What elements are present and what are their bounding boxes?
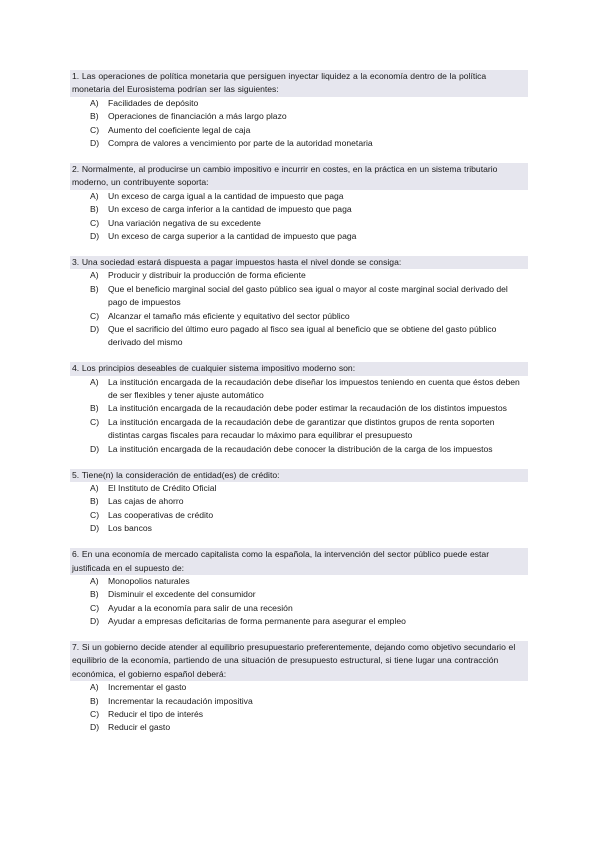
question-7 xyxy=(70,641,528,735)
option-d xyxy=(70,615,528,628)
option-text: Incrementar el gasto xyxy=(108,682,187,693)
option-text: Que el beneficio marginal social del gasto público sea igual o mayor al coste marginal social derivado del pago de impuestos xyxy=(108,283,508,308)
option-text: Reducir el tipo de interés xyxy=(108,709,204,720)
option-list xyxy=(70,97,528,151)
question-stem: 3. Una sociedad estará dispuesta a pagar impuestos hasta el nivel donde se consiga: xyxy=(70,256,528,269)
question-2 xyxy=(70,163,528,243)
option-text: Monopolios naturales xyxy=(108,575,190,586)
option-letter: A) xyxy=(90,376,99,387)
question-stem: 5. Tiene(n) la consideración de entidad(es) de crédito: xyxy=(70,469,528,482)
option-c xyxy=(70,124,528,137)
option-b xyxy=(70,402,528,415)
option-letter: D) xyxy=(90,443,100,454)
option-a xyxy=(70,482,528,495)
option-letter: C) xyxy=(90,124,100,135)
option-letter: A) xyxy=(90,190,99,201)
option-text: La institución encargada de la recaudación debe diseñar los impuestos teniendo en cuenta que éstos deben de ser flexibles y tener ajuste automático xyxy=(108,376,520,401)
option-text: Que el sacrificio del último euro pagado al fisco sea igual al beneficio que se obtiene del gasto público derivado del mismo xyxy=(108,323,497,348)
option-d xyxy=(70,137,528,150)
option-b xyxy=(70,283,528,310)
option-c xyxy=(70,310,528,323)
option-b xyxy=(70,110,528,123)
option-d xyxy=(70,323,528,350)
option-b xyxy=(70,588,528,601)
option-a xyxy=(70,190,528,203)
option-c xyxy=(70,416,528,443)
option-text: Ayudar a la economía para salir de una recesión xyxy=(108,602,293,613)
option-b xyxy=(70,695,528,708)
option-letter: D) xyxy=(90,523,100,534)
option-letter: A) xyxy=(90,270,99,281)
option-list xyxy=(70,482,528,536)
option-letter: D) xyxy=(90,230,100,241)
option-letter: B) xyxy=(90,496,99,507)
option-text: Las cajas de ahorro xyxy=(108,496,184,507)
option-text: El Instituto de Crédito Oficial xyxy=(108,482,217,493)
question-stem: 7. Si un gobierno decide atender al equilibrio presupuestario preferentemente, dejando como objetivo secundario el equilibrio de la economía, partiendo de una situación de presupuesto estructural, si tiene lugar una contracción económica, el gobierno español deberá: xyxy=(70,641,528,681)
option-text: Un exceso de carga igual a la cantidad de impuesto que paga xyxy=(108,190,344,201)
option-text: La institución encargada de la recaudación debe conocer la distribución de la carga de los impuestos xyxy=(108,443,493,454)
option-letter: B) xyxy=(90,283,99,294)
option-d xyxy=(70,721,528,734)
option-a xyxy=(70,269,528,282)
option-text: Un exceso de carga superior a la cantidad de impuesto que paga xyxy=(108,230,357,241)
question-5 xyxy=(70,469,528,536)
exam-page xyxy=(70,70,528,747)
option-text: Ayudar a empresas deficitarias de forma permanente para asegurar el empleo xyxy=(108,616,406,627)
option-text: Las cooperativas de crédito xyxy=(108,509,214,520)
option-text: Facilidades de depósito xyxy=(108,97,199,108)
option-letter: C) xyxy=(90,709,100,720)
option-text: Reducir el gasto xyxy=(108,722,171,733)
question-3 xyxy=(70,256,528,350)
option-text: Un exceso de carga inferior a la cantidad de impuesto que paga xyxy=(108,204,352,215)
question-stem: 4. Los principios deseables de cualquier sistema impositivo moderno son: xyxy=(70,362,528,375)
option-a xyxy=(70,681,528,694)
option-letter: B) xyxy=(90,204,99,215)
option-letter: B) xyxy=(90,695,99,706)
option-text: Aumento del coeficiente legal de caja xyxy=(108,124,251,135)
option-letter: D) xyxy=(90,323,100,334)
option-text: La institución encargada de la recaudación debe poder estimar la recaudación de los distintos impuestos xyxy=(108,403,507,414)
option-text: Incrementar la recaudación impositiva xyxy=(108,695,253,706)
question-6 xyxy=(70,548,528,628)
option-d xyxy=(70,230,528,243)
option-c xyxy=(70,217,528,230)
option-a xyxy=(70,97,528,110)
option-d xyxy=(70,443,528,456)
question-4 xyxy=(70,362,528,456)
option-list xyxy=(70,376,528,456)
option-letter: C) xyxy=(90,509,100,520)
question-stem: 2. Normalmente, al producirse un cambio impositivo e incurrir en costes, en la práctica en un sistema tributario moderno, un contribuyente soporta: xyxy=(70,163,528,190)
option-list xyxy=(70,681,528,735)
option-c xyxy=(70,602,528,615)
option-text: La institución encargada de la recaudación debe de garantizar que distintos grupos de renta soporten distintas cargas fiscales para recaudar lo máximo para equilibrar el presupuesto xyxy=(108,416,495,441)
option-a xyxy=(70,376,528,403)
option-letter: C) xyxy=(90,310,100,321)
option-letter: D) xyxy=(90,138,100,149)
option-letter: A) xyxy=(90,682,99,693)
option-d xyxy=(70,522,528,535)
option-text: Producir y distribuir la producción de forma eficiente xyxy=(108,270,306,281)
question-stem: 1. Las operaciones de política monetaria que persiguen inyectar liquidez a la economía dentro de la política monetaria del Eurosistema podrían ser las siguientes: xyxy=(70,70,528,97)
option-list xyxy=(70,575,528,629)
option-a xyxy=(70,575,528,588)
option-text: Los bancos xyxy=(108,523,152,534)
option-text: Compra de valores a vencimiento por parte de la autoridad monetaria xyxy=(108,138,373,149)
option-letter: C) xyxy=(90,416,100,427)
question-stem: 6. En una economía de mercado capitalista como la española, la intervención del sector público puede estar justificada en el supuesto de: xyxy=(70,548,528,575)
option-letter: A) xyxy=(90,482,99,493)
option-text: Operaciones de financiación a más largo plazo xyxy=(108,111,287,122)
option-letter: C) xyxy=(90,217,100,228)
option-list xyxy=(70,190,528,244)
question-1 xyxy=(70,70,528,150)
option-letter: C) xyxy=(90,602,100,613)
option-letter: D) xyxy=(90,616,100,627)
option-letter: A) xyxy=(90,575,99,586)
option-letter: B) xyxy=(90,589,99,600)
option-b xyxy=(70,495,528,508)
option-list xyxy=(70,269,528,349)
option-b xyxy=(70,203,528,216)
option-text: Una variación negativa de su excedente xyxy=(108,217,261,228)
option-letter: B) xyxy=(90,111,99,122)
option-letter: A) xyxy=(90,97,99,108)
option-text: Disminuir el excedente del consumidor xyxy=(108,589,256,600)
option-c xyxy=(70,509,528,522)
option-text: Alcanzar el tamaño más eficiente y equitativo del sector público xyxy=(108,310,350,321)
option-c xyxy=(70,708,528,721)
option-letter: D) xyxy=(90,722,100,733)
option-letter: B) xyxy=(90,403,99,414)
